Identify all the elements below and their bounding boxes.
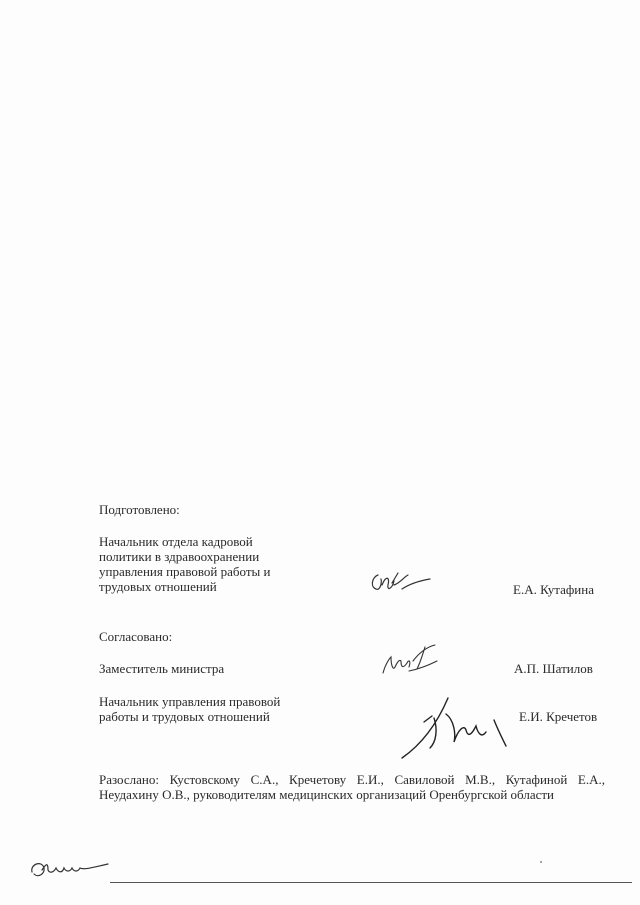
prepared-position-line: Начальник отдела кадровой: [99, 534, 253, 549]
signature-kutafina-icon: [368, 569, 434, 599]
prepared-position-line: трудовых отношений: [99, 579, 217, 594]
head-name: Е.И. Кречетов: [519, 709, 598, 724]
signature-shatilov-icon: [379, 643, 443, 683]
head-position-line: Начальник управления правовой: [99, 694, 281, 709]
deputy-position: Заместитель министра: [99, 661, 225, 676]
deputy-name: А.П. Шатилов: [514, 661, 593, 676]
signature-executor-icon: [28, 856, 112, 882]
prepared-position-line: политики в здравоохранении: [99, 549, 260, 564]
head-position: [99, 694, 280, 724]
prepared-heading: Подготовлено:: [99, 502, 180, 517]
signature-krechetov-icon: [398, 690, 522, 762]
prepared-position-line: управления правовой работы и: [99, 564, 271, 579]
head-position-line: работы и трудовых отношений: [99, 709, 270, 724]
bottom-rule: [110, 882, 632, 883]
distribution-list: Разослано: Кустовскому С.А., Кречетову Е.И., Савиловой М.В., Кутафиной Е.А., Неудахину О.В., руководителям медицинских организаций Оренбургской области: [99, 772, 605, 802]
prepared-name: Е.А. Кутафина: [513, 582, 594, 597]
scan-speck: [540, 861, 542, 863]
approved-heading: Согласовано:: [99, 629, 173, 644]
prepared-position: [99, 534, 270, 594]
